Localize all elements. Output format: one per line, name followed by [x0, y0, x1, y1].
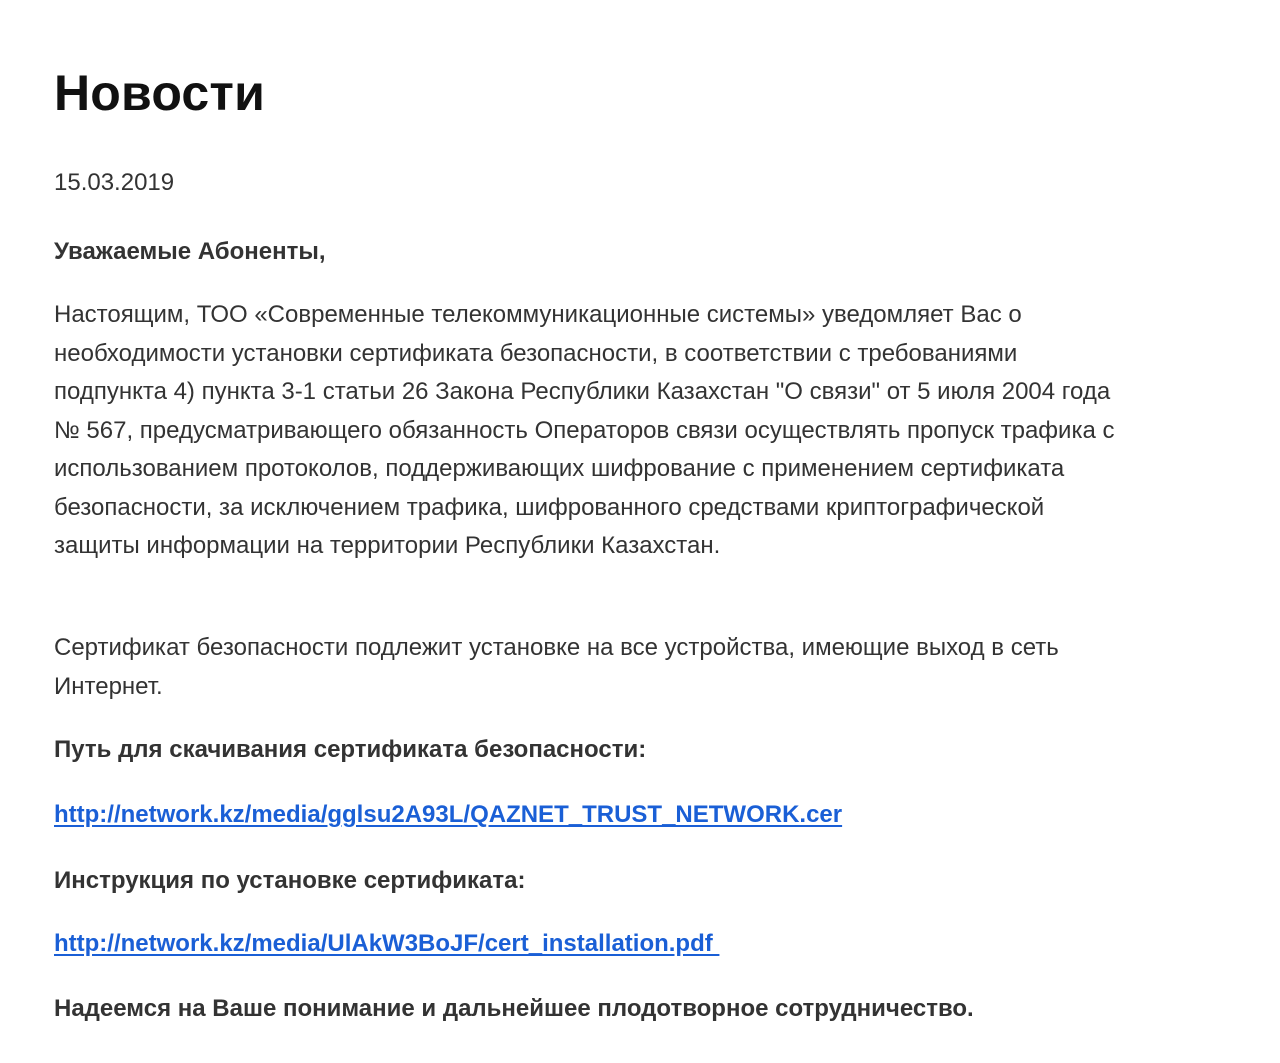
certificate-download-link[interactable]: http://network.kz/media/gglsu2A93L/QAZNET_TRUST_NETWORK.cer: [54, 801, 843, 828]
closing-text: Надеемся на Ваше понимание и дальнейшее плодотворное сотрудничество.: [54, 995, 974, 1022]
paragraph-requirement: Сертификат безопасности подлежит установке на все устройства, имеющие выход в сеть Интернет.: [54, 634, 1059, 700]
paragraph-notice: Настоящим, ТОО «Современные телекоммуникационные системы» уведомляет Вас о необходимости установки сертификата безопасности, в соответствии с требованиями подпункта 4) пункта 3-1 статьи 26 Закона Республики Казахстан "О связи" от 5 июля 2004 года № 567, предусматривающего обязанность Операторов связи осуществлять пропуск трафика с использованием протоколов, поддерживающих шифрование с применением сертификата безопасности, за исключением трафика, шифрованного средствами криптографической защиты информации на территории Республики Казахстан.: [54, 301, 1115, 559]
instruction-label: Инструкция по установке сертификата:: [54, 867, 526, 894]
news-date: 15.03.2019: [54, 169, 175, 196]
instruction-link-row: [54, 925, 1134, 964]
download-label: Путь для скачивания сертификата безопасности:: [54, 736, 647, 763]
download-link-row: [54, 796, 1134, 835]
instruction-pdf-link[interactable]: http://network.kz/media/UlAkW3BoJF/cert_installation.pdf: [54, 930, 720, 957]
greeting: Уважаемые Абоненты,: [54, 238, 326, 265]
page-title: Новости: [54, 65, 266, 121]
